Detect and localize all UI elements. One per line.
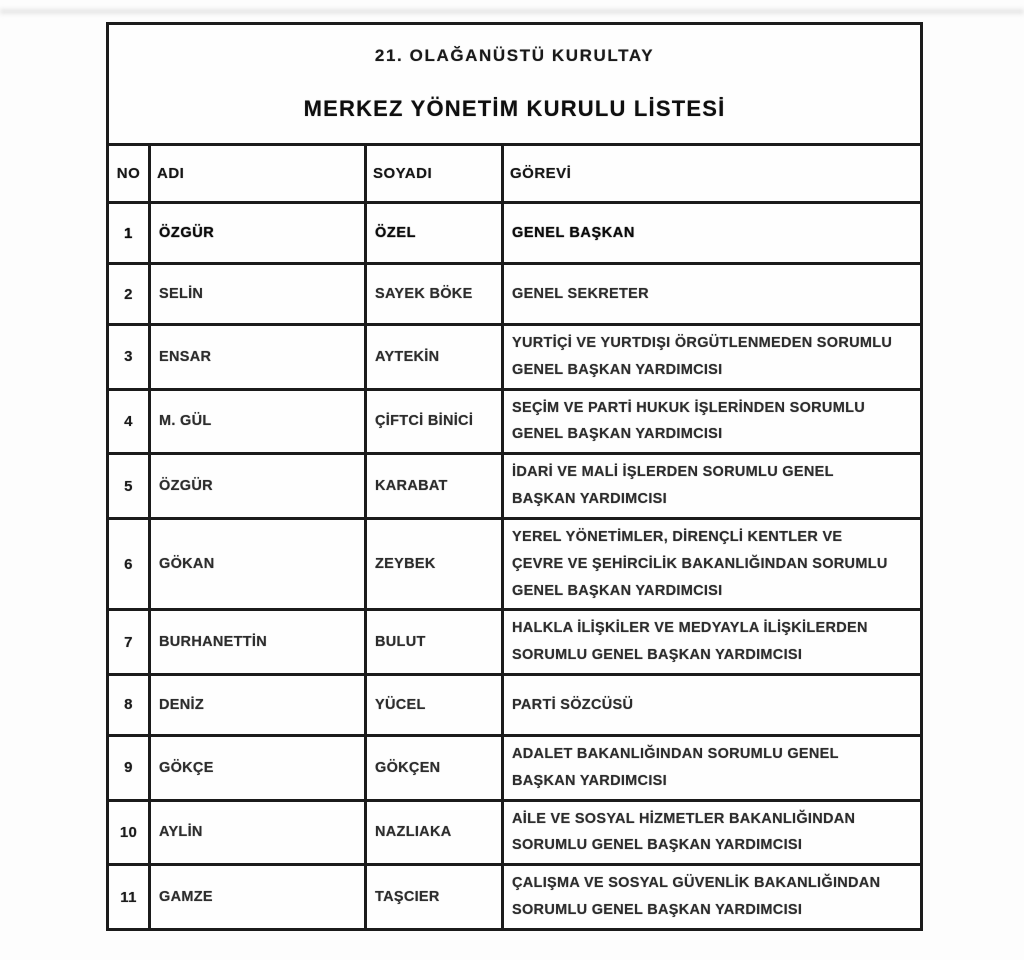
table-row — [108, 800, 922, 865]
cell-soyadi: NAZLIAKA — [366, 800, 503, 865]
cell-soyadi: AYTEKİN — [366, 325, 503, 390]
cell-gorevi: YURTİÇİ VE YURTDIŞI ÖRGÜTLENMEDEN SORUMLU GENEL BAŞKAN YARDIMCISI — [503, 325, 922, 390]
cell-gorevi: SEÇİM VE PARTİ HUKUK İŞLERİNDEN SORUMLU GENEL BAŞKAN YARDIMCISI — [503, 389, 922, 454]
cell-gorevi: PARTİ SÖZCÜSÜ — [503, 674, 922, 735]
cell-soyadi: ÇİFTCİ BİNİCİ — [366, 389, 503, 454]
cell-adi: ÖZGÜR — [150, 203, 366, 264]
cell-gorevi: YEREL YÖNETİMLER, DİRENÇLİ KENTLER VE ÇEVRE VE ŞEHİRCİLİK BAKANLIĞINDAN SORUMLU GENEL BAŞKAN YARDIMCISI — [503, 518, 922, 609]
title-row — [108, 24, 922, 145]
cell-gorevi: GENEL BAŞKAN — [503, 203, 922, 264]
table-row — [108, 454, 922, 519]
scan-artifact-line — [0, 9, 1024, 14]
cell-adi: ENSAR — [150, 325, 366, 390]
cell-adi: DENİZ — [150, 674, 366, 735]
cell-adi: AYLİN — [150, 800, 366, 865]
cell-gorevi: İDARİ VE MALİ İŞLERDEN SORUMLU GENEL BAŞKAN YARDIMCISI — [503, 454, 922, 519]
cell-adi: GÖKÇE — [150, 735, 366, 800]
cell-no: 2 — [108, 264, 150, 325]
cell-adi: M. GÜL — [150, 389, 366, 454]
cell-soyadi: ÖZEL — [366, 203, 503, 264]
table-row — [108, 735, 922, 800]
cell-adi: BURHANETTİN — [150, 610, 366, 675]
cell-adi: GÖKAN — [150, 518, 366, 609]
cell-adi: GAMZE — [150, 865, 366, 930]
table-row — [108, 264, 922, 325]
cell-soyadi: SAYEK BÖKE — [366, 264, 503, 325]
cell-no: 6 — [108, 518, 150, 609]
cell-soyadi: YÜCEL — [366, 674, 503, 735]
cell-no: 8 — [108, 674, 150, 735]
column-header-gorevi: GÖREVİ — [503, 145, 922, 203]
document-title: 21. OLAĞANÜSTÜ KURULTAY — [374, 46, 655, 65]
table-row — [108, 518, 922, 609]
column-header-adi: ADI — [150, 145, 366, 203]
cell-gorevi: HALKLA İLİŞKİLER VE MEDYAYLA İLİŞKİLERDEN SORUMLU GENEL BAŞKAN YARDIMCISI — [503, 610, 922, 675]
cell-no: 10 — [108, 800, 150, 865]
cell-no: 1 — [108, 203, 150, 264]
cell-soyadi: ZEYBEK — [366, 518, 503, 609]
cell-no: 11 — [108, 865, 150, 930]
table-row — [108, 674, 922, 735]
column-header-no: NO — [108, 145, 150, 203]
cell-gorevi: ÇALIŞMA VE SOSYAL GÜVENLİK BAKANLIĞINDAN SORUMLU GENEL BAŞKAN YARDIMCISI — [503, 865, 922, 930]
cell-no: 9 — [108, 735, 150, 800]
cell-soyadi: TAŞCIER — [366, 865, 503, 930]
cell-soyadi: BULUT — [366, 610, 503, 675]
merkez-yonetim-kurulu-table — [106, 22, 923, 931]
cell-adi: SELİN — [150, 264, 366, 325]
cell-no: 4 — [108, 389, 150, 454]
table-row — [108, 325, 922, 390]
cell-soyadi: GÖKÇEN — [366, 735, 503, 800]
cell-no: 5 — [108, 454, 150, 519]
table-row — [108, 203, 922, 264]
cell-soyadi: KARABAT — [366, 454, 503, 519]
cell-gorevi: ADALET BAKANLIĞINDAN SORUMLU GENEL BAŞKAN YARDIMCISI — [503, 735, 922, 800]
table-row — [108, 610, 922, 675]
cell-gorevi: AİLE VE SOSYAL HİZMETLER BAKANLIĞINDAN SORUMLU GENEL BAŞKAN YARDIMCISI — [503, 800, 922, 865]
table-row — [108, 389, 922, 454]
document-subtitle: MERKEZ YÖNETİM KURULU LİSTESİ — [303, 96, 726, 121]
table-row — [108, 865, 922, 930]
cell-adi: ÖZGÜR — [150, 454, 366, 519]
cell-no: 7 — [108, 610, 150, 675]
column-header-soyadi: SOYADI — [366, 145, 503, 203]
table-header-row — [108, 145, 922, 203]
title-cell — [108, 24, 922, 145]
cell-no: 3 — [108, 325, 150, 390]
cell-gorevi: GENEL SEKRETER — [503, 264, 922, 325]
